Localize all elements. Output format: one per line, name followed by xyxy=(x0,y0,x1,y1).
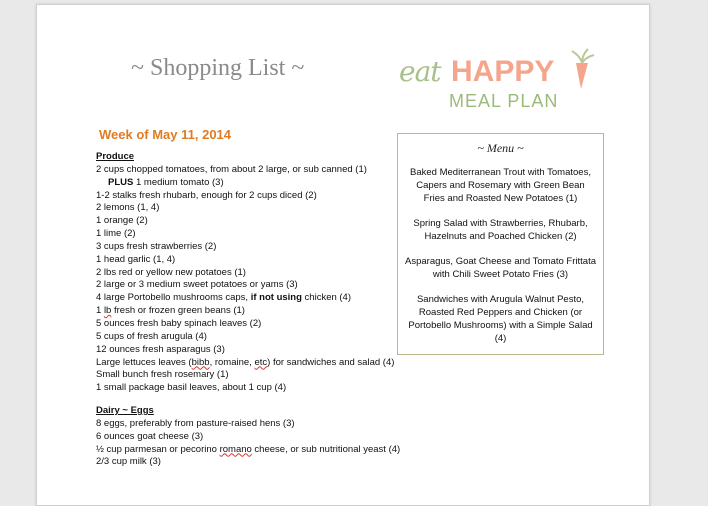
list-item xyxy=(96,177,400,190)
spellcheck-word[interactable]: etc xyxy=(254,356,268,368)
spellcheck-word[interactable]: romano xyxy=(219,443,252,455)
list-item: 1 orange (2) xyxy=(96,215,148,227)
week-heading: Week of May 11, 2014 xyxy=(99,127,232,142)
list-item-text: , romaine, xyxy=(209,356,255,368)
spellcheck-word[interactable]: bibb xyxy=(191,356,210,368)
list-item-text: fresh or frozen green beans (1) xyxy=(111,305,245,317)
list-item: 12 ounces fresh asparagus (3) xyxy=(96,343,225,355)
document-page xyxy=(36,4,650,506)
list-item-emphasis: PLUS xyxy=(108,176,134,188)
list-item-text: 1 xyxy=(96,305,104,317)
list-item: 6 ounces goat cheese (3) xyxy=(96,430,204,442)
eat-happy-logo xyxy=(399,47,599,117)
list-item-text: 4 large Portobello mushrooms caps, xyxy=(96,292,251,304)
carrot-icon xyxy=(567,47,597,91)
shopping-list xyxy=(96,151,400,469)
list-item-text: Large lettuces leaves ( xyxy=(96,356,192,368)
logo-happy-text: HAPPY xyxy=(451,55,555,88)
menu-item: Baked Mediterranean Trout with Tomatoes, Capers and Rosemary with Green Bean Fries and Roasted New Potatoes (1) xyxy=(410,167,591,204)
list-item-text: ½ cup parmesan or pecorino xyxy=(96,443,220,455)
list-item xyxy=(96,444,400,457)
logo-eat-text: eat xyxy=(399,55,441,88)
logo-meal-plan-text: MEAL PLAN xyxy=(449,91,559,111)
list-item: 1 small package basil leaves, about 1 cup (4) xyxy=(96,382,287,394)
produce-heading: Produce xyxy=(96,151,135,162)
page-title: ~ Shopping List ~ xyxy=(131,55,305,81)
list-item: 2 lbs red or yellow new potatoes (1) xyxy=(96,266,246,278)
list-item: 2 lemons (1, 4) xyxy=(96,202,160,214)
list-item-emphasis: if not using xyxy=(250,292,302,304)
list-item: 1 lime (2) xyxy=(96,228,136,240)
menu-item: Sandwiches with Arugula Walnut Pesto, Roasted Red Peppers and Chicken (or Portobello Mushrooms) with a Simple Salad (4) xyxy=(408,294,593,344)
list-item xyxy=(96,357,400,370)
menu-box xyxy=(397,133,604,355)
list-item: 5 ounces fresh baby spinach leaves (2) xyxy=(96,317,262,329)
list-item: 2/3 cup milk (3) xyxy=(96,456,161,468)
list-item: 5 cups of fresh arugula (4) xyxy=(96,330,207,342)
list-item-text: chicken (4) xyxy=(301,292,352,304)
menu-title: ~ Menu ~ xyxy=(477,141,524,155)
list-item: Small bunch fresh rosemary (1) xyxy=(96,369,229,381)
list-item xyxy=(96,292,400,305)
section-spacer xyxy=(96,395,400,405)
list-item xyxy=(96,305,400,318)
list-item-text: ) for sandwiches and salad (4) xyxy=(267,356,395,368)
list-item: 2 large or 3 medium sweet potatoes or yams (3) xyxy=(96,279,298,291)
menu-item: Spring Salad with Strawberries, Rhubarb, Hazelnuts and Poached Chicken (2) xyxy=(413,218,588,242)
list-item: 1-2 stalks fresh rhubarb, enough for 2 cups diced (2) xyxy=(96,189,317,201)
dairy-heading: Dairy ~ Eggs xyxy=(96,405,154,417)
list-item: 8 eggs, preferably from pasture-raised hens (3) xyxy=(96,417,295,429)
list-item: 2 cups chopped tomatoes, from about 2 large, or sub canned (1) xyxy=(96,163,367,175)
list-item: 1 head garlic (1, 4) xyxy=(96,253,176,265)
list-item-text: 1 medium tomato (3) xyxy=(133,176,224,188)
list-item: 3 cups fresh strawberries (2) xyxy=(96,240,217,252)
menu-item: Asparagus, Goat Cheese and Tomato Frittata with Chili Sweet Potato Fries (3) xyxy=(405,256,596,280)
list-item-text: cheese, or sub nutritional yeast (4) xyxy=(251,443,401,455)
spellcheck-word[interactable]: lb xyxy=(103,305,112,317)
